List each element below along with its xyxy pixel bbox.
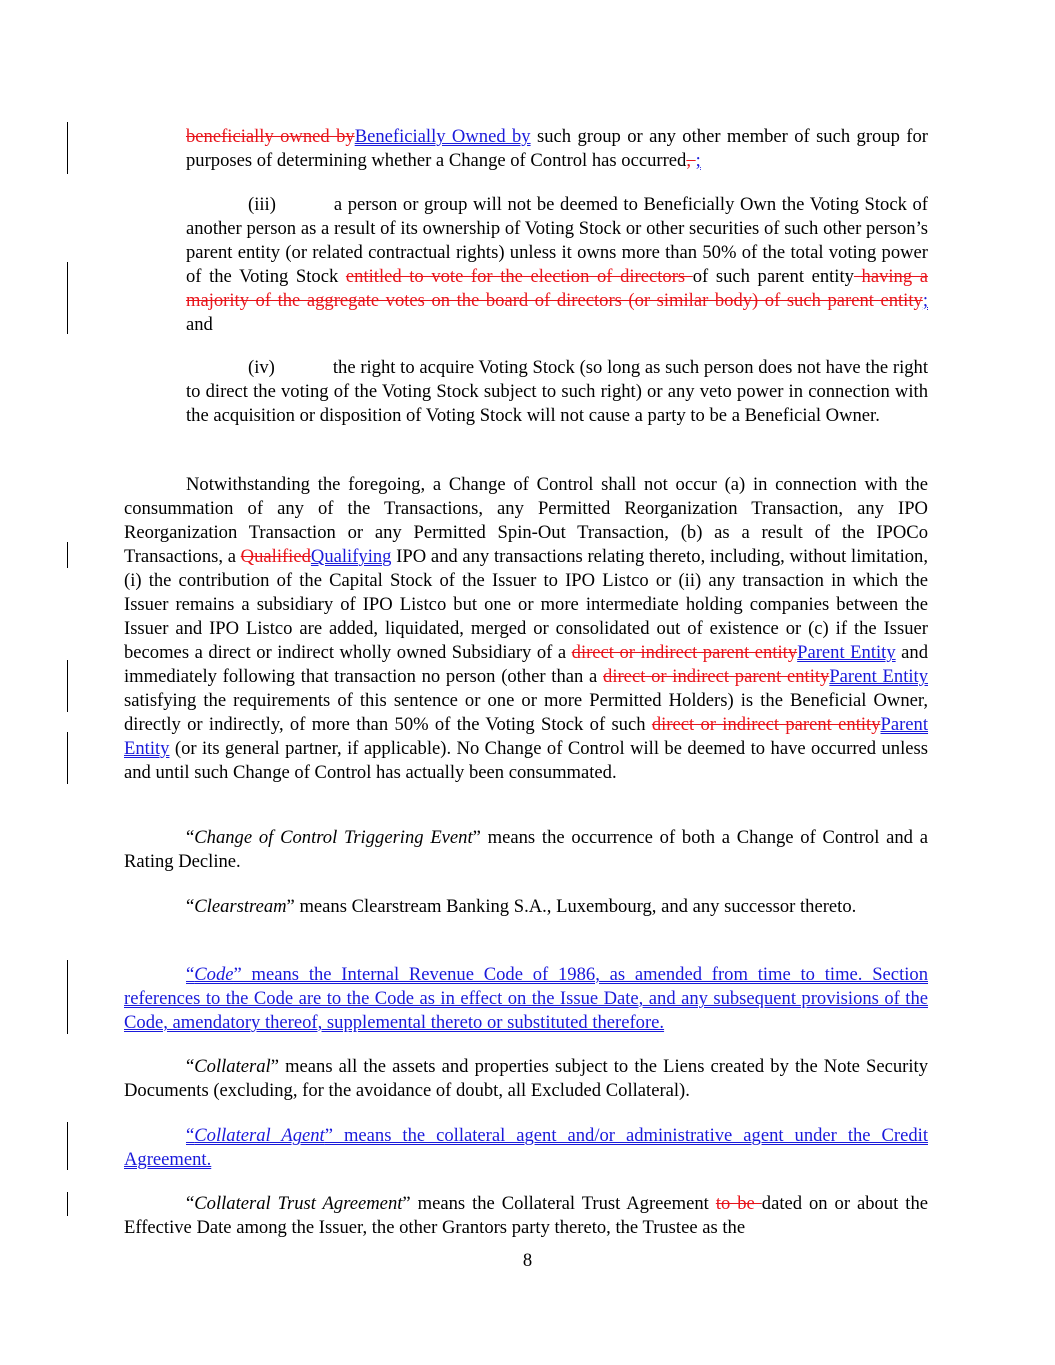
deleted-text: to be <box>715 1193 762 1214</box>
defined-term: Collateral Agent <box>194 1125 325 1146</box>
change-bar <box>67 1122 68 1170</box>
inserted-text: ; <box>922 290 928 311</box>
deleted-text: beneficially owned by <box>186 126 355 147</box>
quote-mark: “ <box>186 827 195 848</box>
body-text: IPO and any transactions relating thereto, including, without limitation, (i) the contribution of the Capital Stock of the Issuer to IPO Listco or (ii) any transaction in which the Issuer remains a subsidiary of IPO Listco but one or more intermediate holding companies between the Issuer and IPO Listco are added, liquidated, merged or consolidated out of existence or (c) if the Issuer becomes a direct or indirect wholly owned Subsidiary of a <box>124 546 929 663</box>
body-text: a person or group will not be deemed to Beneficially Own the Voting Stock of another person as a result of its ownership of Voting Stock or other securities of such other person’s parent entity (or related contractual rights) unless it owns more than 50% of the total voting power of the Voting Stock <box>186 194 928 287</box>
inserted-text: Qualifying <box>310 546 392 567</box>
change-bar <box>67 732 68 784</box>
definition-clearstream <box>124 895 928 919</box>
inserted-text: ” means the Internal Revenue Code of 1986, as amended from time to time. Section references to the Code are to the Code as in effect on the Issue Date, and any subsequent provisions of the Code, amendatory thereof, supplemental thereto or substituted therefore. <box>124 964 928 1033</box>
inserted-text: Parent Entity <box>829 666 928 687</box>
body-text: Notwithstanding the foregoing, a Change of Control shall not occur (a) in connection with the consummation of any of the Transactions, any Permitted Reorganization Transaction, any IPO Reorganization Transaction or any Permitted Spin-Out Transaction, (b) as a result of the IPOCo Transactions, a <box>124 474 928 567</box>
body-text: and <box>186 314 213 335</box>
deleted-text: , <box>686 150 696 171</box>
change-bar <box>67 1192 68 1216</box>
quote-mark: “ <box>186 1193 195 1214</box>
body-text: and immediately following that transaction no person (other than a <box>124 642 928 687</box>
definition-code <box>124 963 928 1035</box>
body-text: ” means the Collateral Trust Agreement <box>402 1193 716 1214</box>
body-text: ” means the occurrence of both a Change of Control and a Rating Decline. <box>124 827 928 872</box>
body-text: the right to acquire Voting Stock (so long as such person does not have the right to direct the voting of the Voting Stock subject to such right) or any veto power in connection with the acquisition or disposition of Voting Stock will not cause a party to be a Beneficial Owner. <box>186 357 928 426</box>
change-bar <box>67 660 68 712</box>
definition-collateral <box>124 1055 928 1103</box>
change-bar <box>67 122 68 174</box>
clause-number: (iii) <box>248 194 276 215</box>
page-number: 8 <box>522 1250 533 1271</box>
defined-term: Clearstream <box>194 896 287 917</box>
inserted-text: Beneficially Owned by <box>354 126 531 147</box>
change-bar <box>67 542 68 568</box>
defined-term: Code <box>194 964 234 985</box>
quote-mark: “ <box>186 1056 195 1077</box>
quote-mark: “ <box>186 896 195 917</box>
body-text: ” means all the assets and properties subject to the Liens created by the Note Security Documents (excluding, for the avoidance of doubt, all Excluded Collateral). <box>124 1056 928 1101</box>
clause-iv <box>186 356 928 428</box>
body-text: satisfying the requirements of this sentence or one or more Permitted Holders) is the Beneficial Owner, directly or indirectly, of more than 50% of the Voting Stock of such <box>124 690 928 735</box>
inserted-text: ; <box>695 150 701 171</box>
deleted-text: having a majority of the aggregate votes on the board of directors (or similar body) of such parent entity <box>186 266 929 311</box>
inserted-text: Parent Entity <box>124 714 929 759</box>
change-bar <box>67 262 68 334</box>
quote-mark: “ <box>186 1125 195 1146</box>
definition-change-of-control-triggering-event <box>124 826 928 874</box>
notwithstanding-paragraph <box>124 473 928 785</box>
body-text: (or its general partner, if applicable). No Change of Control will be deemed to have occurred unless and until such Change of Control has actually been consummated. <box>124 738 928 783</box>
defined-term: Collateral Trust Agreement <box>194 1193 403 1214</box>
inserted-text: ” means the collateral agent and/or administrative agent under the Credit Agreement. <box>124 1125 928 1170</box>
deleted-text: direct or indirect parent entity <box>603 666 830 687</box>
defined-term: Collateral <box>194 1056 271 1077</box>
deleted-text: entitled to vote for the election of directors <box>345 266 693 287</box>
body-text: of such parent entity <box>692 266 854 287</box>
clause-continuation <box>186 125 928 173</box>
definition-collateral-trust-agreement <box>124 1192 928 1240</box>
inserted-text: Parent Entity <box>797 642 896 663</box>
body-text: ” means Clearstream Banking S.A., Luxembourg, and any successor thereto. <box>286 896 857 917</box>
change-bar <box>67 960 68 1034</box>
clause-number: (iv) <box>248 357 275 378</box>
deleted-text: direct or indirect parent entity <box>651 714 881 735</box>
quote-mark: “ <box>186 964 195 985</box>
deleted-text: Qualified <box>240 546 311 567</box>
body-text: dated on or about the Effective Date among the Issuer, the other Grantors party thereto, the Trustee as the <box>124 1193 928 1238</box>
deleted-text: direct or indirect parent entity <box>571 642 798 663</box>
body-text: such group or any other member of such group for purposes of determining whether a Change of Control has occurred <box>186 126 928 171</box>
clause-iii <box>186 193 928 337</box>
definition-collateral-agent <box>124 1124 928 1172</box>
defined-term: Change of Control Triggering Event <box>194 827 473 848</box>
